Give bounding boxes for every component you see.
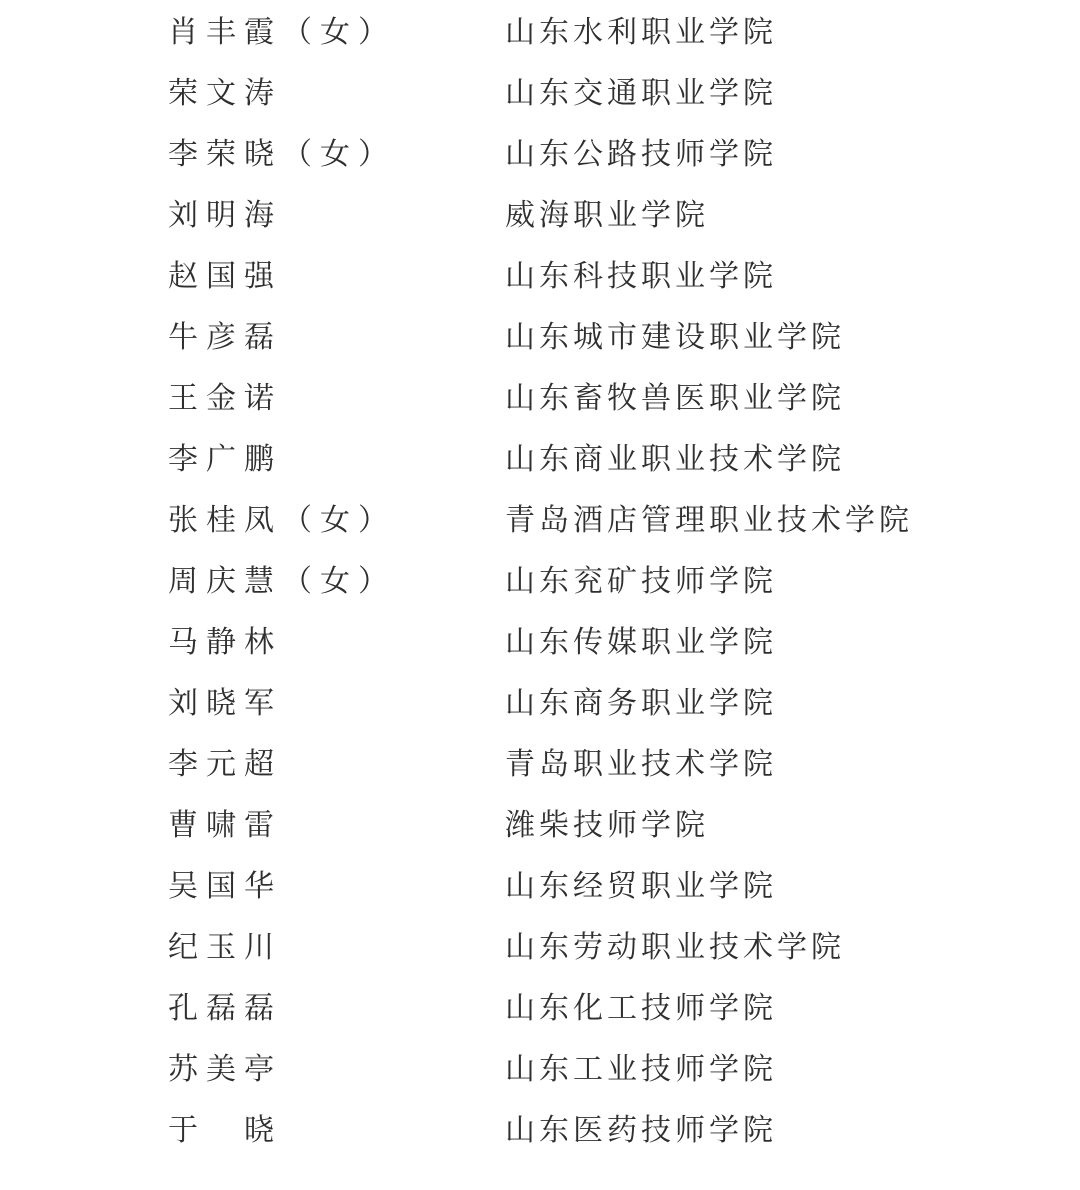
person-name: 刘晓军 [168, 687, 282, 720]
person-name: 苏美亭 [168, 1053, 282, 1086]
list-item [168, 856, 1080, 917]
institution-name: 青岛酒店管理职业技术学院 [505, 504, 913, 537]
list-item [168, 307, 1080, 368]
institution-name: 山东科技职业学院 [505, 260, 777, 293]
list-item [168, 795, 1080, 856]
person-name: 刘明海 [168, 199, 282, 232]
list-item [168, 368, 1080, 429]
person-name: 周庆慧（女） [168, 565, 396, 598]
person-name: 吴国华 [168, 870, 282, 903]
person-name: 于 晓 [168, 1114, 282, 1147]
list-item [168, 490, 1080, 551]
person-name: 荣文涛 [168, 77, 282, 110]
list-item [168, 2, 1080, 63]
institution-name: 山东工业技师学院 [505, 1053, 777, 1086]
institution-name: 山东交通职业学院 [505, 77, 777, 110]
person-name: 纪玉川 [168, 931, 282, 964]
list-item [168, 1100, 1080, 1161]
institution-name: 山东兖矿技师学院 [505, 565, 777, 598]
list-item [168, 673, 1080, 734]
institution-name: 潍柴技师学院 [505, 809, 709, 842]
list-item [168, 246, 1080, 307]
person-name: 牛彦磊 [168, 321, 282, 354]
person-name: 张桂凤（女） [168, 504, 396, 537]
institution-name: 山东传媒职业学院 [505, 626, 777, 659]
person-name: 赵国强 [168, 260, 282, 293]
institution-name: 山东水利职业学院 [505, 16, 777, 49]
person-name: 王金诺 [168, 382, 282, 415]
list-item [168, 185, 1080, 246]
institution-name: 山东公路技师学院 [505, 138, 777, 171]
list-item [168, 612, 1080, 673]
institution-name: 威海职业学院 [505, 199, 709, 232]
institution-name: 山东商务职业学院 [505, 687, 777, 720]
institution-name: 山东劳动职业技术学院 [505, 931, 845, 964]
institution-name: 青岛职业技术学院 [505, 748, 777, 781]
institution-name: 山东经贸职业学院 [505, 870, 777, 903]
institution-name: 山东化工技师学院 [505, 992, 777, 1025]
institution-name: 山东畜牧兽医职业学院 [505, 382, 845, 415]
list-item [168, 63, 1080, 124]
list-item [168, 551, 1080, 612]
person-name: 李荣晓（女） [168, 138, 396, 171]
person-name: 李元超 [168, 748, 282, 781]
person-name: 孔磊磊 [168, 992, 282, 1025]
person-name: 肖丰霞（女） [168, 16, 396, 49]
institution-name: 山东医药技师学院 [505, 1114, 777, 1147]
person-name: 李广鹏 [168, 443, 282, 476]
institution-name: 山东商业职业技术学院 [505, 443, 845, 476]
list-item [168, 734, 1080, 795]
list-item [168, 917, 1080, 978]
list-item [168, 1039, 1080, 1100]
list-item [168, 978, 1080, 1039]
list-item [168, 124, 1080, 185]
person-name: 马静林 [168, 626, 282, 659]
person-name: 曹啸雷 [168, 809, 282, 842]
list-item [168, 429, 1080, 490]
institution-name: 山东城市建设职业学院 [505, 321, 845, 354]
